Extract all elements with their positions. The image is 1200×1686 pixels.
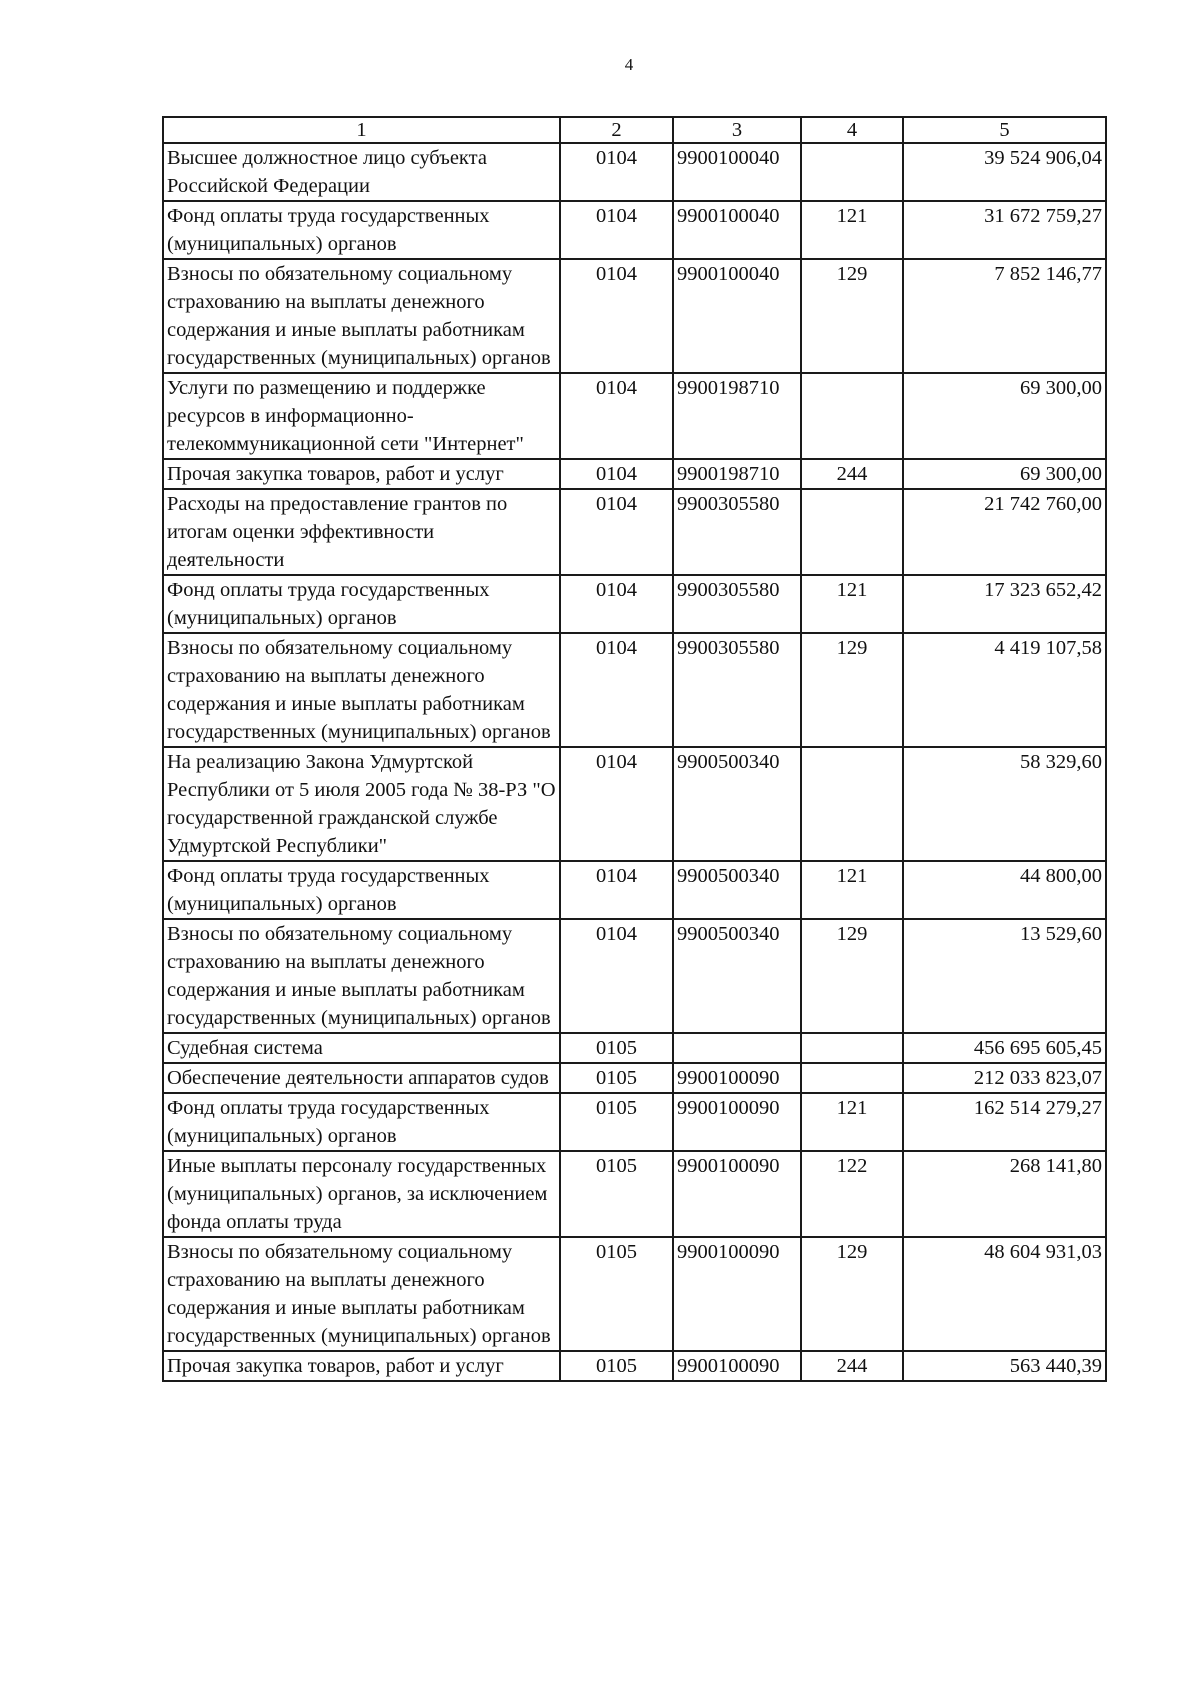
row-type: 121 [801,575,903,633]
row-section: 0104 [560,201,673,259]
row-amount: 69 300,00 [903,373,1106,459]
row-section: 0104 [560,919,673,1033]
row-type [801,489,903,575]
row-target: 9900305580 [673,575,801,633]
row-type: 244 [801,459,903,489]
row-name: Высшее должностное лицо субъекта Российской Федерации [163,143,560,201]
row-name: Взносы по обязательному социальному страхованию на выплаты денежного содержания и иные выплаты работникам государственных (муниципальных) органов [163,259,560,373]
column-header-amount: 5 [903,117,1106,143]
table-row [163,1151,1106,1237]
row-section: 0104 [560,747,673,861]
row-name: Обеспечение деятельности аппаратов судов [163,1063,560,1093]
row-name: Прочая закупка товаров, работ и услуг [163,1351,560,1381]
row-name: Взносы по обязательному социальному страхованию на выплаты денежного содержания и иные выплаты работникам государственных (муниципальных) органов [163,1237,560,1351]
row-amount: 268 141,80 [903,1151,1106,1237]
row-section: 0104 [560,373,673,459]
table-row [163,747,1106,861]
row-name: Прочая закупка товаров, работ и услуг [163,459,560,489]
budget-table [162,116,1107,1382]
row-target: 9900100090 [673,1237,801,1351]
row-type: 121 [801,861,903,919]
row-amount: 212 033 823,07 [903,1063,1106,1093]
row-type: 129 [801,919,903,1033]
row-section: 0105 [560,1063,673,1093]
row-type: 129 [801,259,903,373]
row-type [801,747,903,861]
table-row [163,143,1106,201]
table-row [163,259,1106,373]
row-target: 9900100040 [673,201,801,259]
row-section: 0105 [560,1033,673,1063]
row-amount: 21 742 760,00 [903,489,1106,575]
row-section: 0104 [560,489,673,575]
row-amount: 13 529,60 [903,919,1106,1033]
row-amount: 39 524 906,04 [903,143,1106,201]
row-amount: 58 329,60 [903,747,1106,861]
row-type [801,1063,903,1093]
row-section: 0105 [560,1237,673,1351]
table-row [163,1351,1106,1381]
table-row [163,633,1106,747]
row-type [801,1033,903,1063]
column-header-section: 2 [560,117,673,143]
row-name: Расходы на предоставление грантов по итогам оценки эффективности деятельности [163,489,560,575]
row-target: 9900100040 [673,143,801,201]
row-section: 0105 [560,1093,673,1151]
row-amount: 456 695 605,45 [903,1033,1106,1063]
row-type: 129 [801,1237,903,1351]
row-amount: 4 419 107,58 [903,633,1106,747]
row-type: 129 [801,633,903,747]
row-section: 0104 [560,633,673,747]
row-amount: 162 514 279,27 [903,1093,1106,1151]
row-target: 9900305580 [673,489,801,575]
row-type: 122 [801,1151,903,1237]
row-target: 9900100090 [673,1093,801,1151]
row-section: 0104 [560,259,673,373]
row-section: 0104 [560,575,673,633]
row-amount: 7 852 146,77 [903,259,1106,373]
row-amount: 44 800,00 [903,861,1106,919]
row-name: Фонд оплаты труда государственных (муниципальных) органов [163,1093,560,1151]
row-name: Фонд оплаты труда государственных (муниципальных) органов [163,861,560,919]
row-name: Иные выплаты персоналу государственных (муниципальных) органов, за исключением фонда оплаты труда [163,1151,560,1237]
table-row [163,373,1106,459]
row-target: 9900305580 [673,633,801,747]
row-target: 9900100090 [673,1351,801,1381]
column-header-type: 4 [801,117,903,143]
row-amount: 31 672 759,27 [903,201,1106,259]
row-section: 0105 [560,1351,673,1381]
row-amount: 69 300,00 [903,459,1106,489]
row-amount: 563 440,39 [903,1351,1106,1381]
row-name: Судебная система [163,1033,560,1063]
row-target: 9900198710 [673,373,801,459]
row-name: Фонд оплаты труда государственных (муниципальных) органов [163,575,560,633]
table-row [163,489,1106,575]
row-target: 9900500340 [673,861,801,919]
page-number: 4 [624,55,634,74]
table-row [163,575,1106,633]
row-section: 0104 [560,143,673,201]
table-row [163,861,1106,919]
row-target: 9900100090 [673,1151,801,1237]
row-name: На реализацию Закона Удмуртской Республики от 5 июля 2005 года № 38-РЗ "О государственной гражданской службе Удмуртской Республики" [163,747,560,861]
row-type: 244 [801,1351,903,1381]
row-type [801,373,903,459]
row-name: Взносы по обязательному социальному страхованию на выплаты денежного содержания и иные выплаты работникам государственных (муниципальных) органов [163,919,560,1033]
row-type: 121 [801,201,903,259]
row-target: 9900500340 [673,747,801,861]
row-section: 0104 [560,459,673,489]
row-target: 9900100040 [673,259,801,373]
table-row [163,1033,1106,1063]
row-name: Взносы по обязательному социальному страхованию на выплаты денежного содержания и иные выплаты работникам государственных (муниципальных) органов [163,633,560,747]
table-row [163,201,1106,259]
row-name: Услуги по размещению и поддержке ресурсов в информационно-телекоммуникационной сети "Интернет" [163,373,560,459]
row-type: 121 [801,1093,903,1151]
header-row [163,117,1106,143]
row-amount: 17 323 652,42 [903,575,1106,633]
column-header-target: 3 [673,117,801,143]
row-target: 9900500340 [673,919,801,1033]
row-target: 9900198710 [673,459,801,489]
row-type [801,143,903,201]
table-row [163,459,1106,489]
table-row [163,919,1106,1033]
row-target: 9900100090 [673,1063,801,1093]
row-section: 0105 [560,1151,673,1237]
row-target [673,1033,801,1063]
row-section: 0104 [560,861,673,919]
column-header-name: 1 [163,117,560,143]
row-name: Фонд оплаты труда государственных (муниципальных) органов [163,201,560,259]
table-row [163,1093,1106,1151]
table-row [163,1237,1106,1351]
table-row [163,1063,1106,1093]
row-amount: 48 604 931,03 [903,1237,1106,1351]
